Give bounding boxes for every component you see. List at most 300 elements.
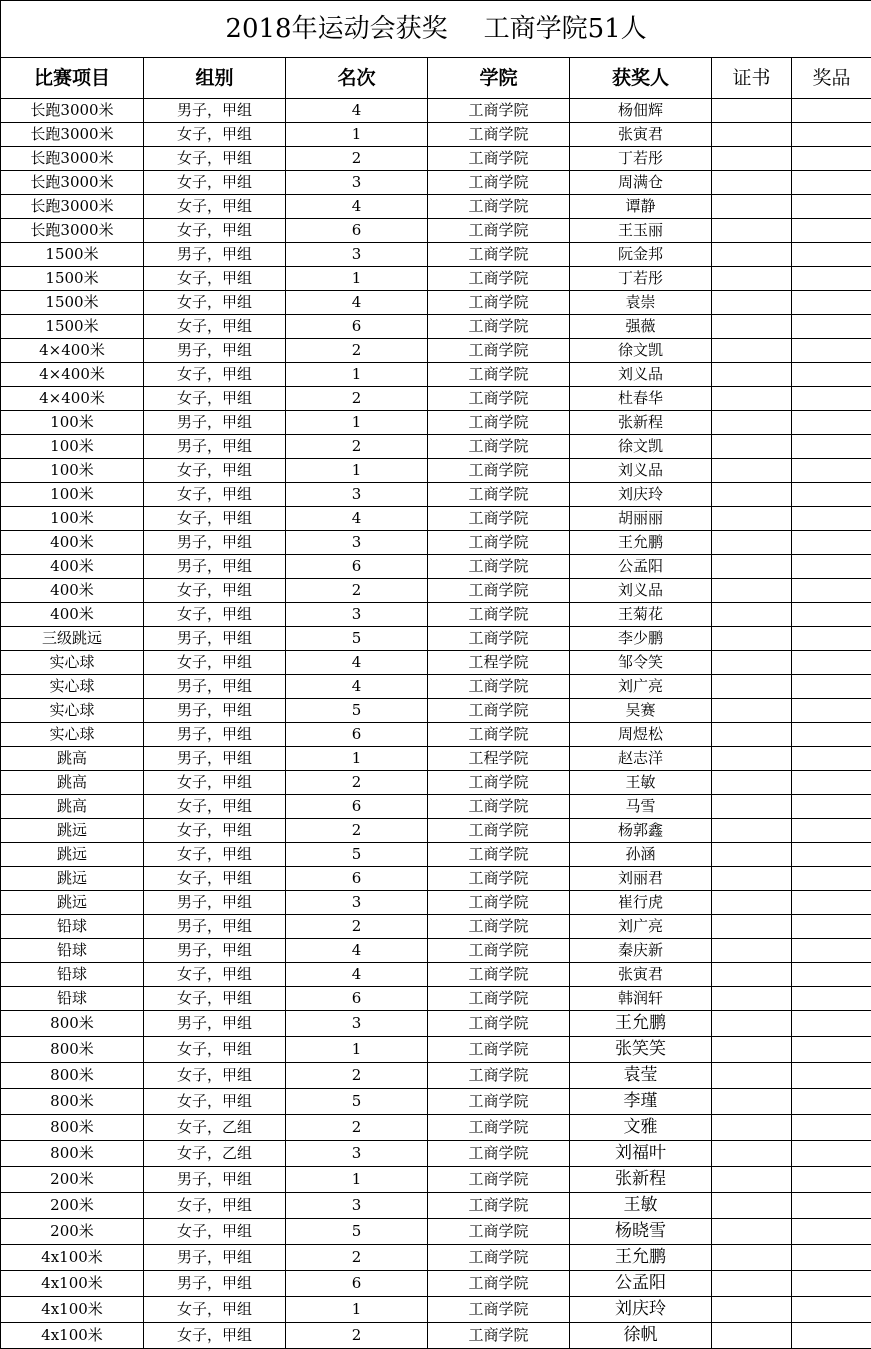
table-row xyxy=(1,1297,871,1323)
cell-group: 男子，甲组 xyxy=(144,1167,286,1193)
cell-event: 1500米 xyxy=(1,267,144,291)
cell-prize xyxy=(792,555,871,579)
table-row xyxy=(1,915,871,939)
table-row xyxy=(1,963,871,987)
cell-group: 男子，甲组 xyxy=(144,243,286,267)
cell-group: 女子，甲组 xyxy=(144,771,286,795)
cell-certificate xyxy=(712,723,792,747)
cell-group: 女子，甲组 xyxy=(144,795,286,819)
cell-prize xyxy=(792,1193,871,1219)
cell-prize xyxy=(792,195,871,219)
cell-winner: 刘丽君 xyxy=(570,867,712,891)
table-row xyxy=(1,171,871,195)
cell-event: 实心球 xyxy=(1,723,144,747)
cell-winner: 丁若彤 xyxy=(570,147,712,171)
cell-rank: 6 xyxy=(286,315,428,339)
cell-college: 工商学院 xyxy=(428,171,570,195)
cell-event: 跳远 xyxy=(1,891,144,915)
cell-event: 4x100米 xyxy=(1,1297,144,1323)
cell-certificate xyxy=(712,939,792,963)
cell-event: 跳高 xyxy=(1,795,144,819)
cell-group: 男子，甲组 xyxy=(144,1011,286,1037)
cell-certificate xyxy=(712,915,792,939)
cell-certificate xyxy=(712,435,792,459)
cell-prize xyxy=(792,1089,871,1115)
cell-college: 工商学院 xyxy=(428,387,570,411)
cell-college: 工商学院 xyxy=(428,459,570,483)
cell-event: 1500米 xyxy=(1,243,144,267)
table-row xyxy=(1,675,871,699)
cell-rank: 3 xyxy=(286,1193,428,1219)
header-row xyxy=(1,58,871,99)
cell-rank: 3 xyxy=(286,603,428,627)
table-row xyxy=(1,147,871,171)
cell-group: 男子，甲组 xyxy=(144,555,286,579)
cell-event: 长跑3000米 xyxy=(1,195,144,219)
cell-certificate xyxy=(712,1193,792,1219)
header-rank: 名次 xyxy=(286,58,428,99)
cell-certificate xyxy=(712,483,792,507)
cell-certificate xyxy=(712,1297,792,1323)
cell-winner: 刘义品 xyxy=(570,579,712,603)
cell-certificate xyxy=(712,147,792,171)
cell-certificate xyxy=(712,867,792,891)
cell-certificate xyxy=(712,747,792,771)
cell-prize xyxy=(792,243,871,267)
cell-group: 女子，甲组 xyxy=(144,1063,286,1089)
cell-prize xyxy=(792,987,871,1011)
cell-college: 工商学院 xyxy=(428,1089,570,1115)
cell-prize xyxy=(792,843,871,867)
cell-event: 400米 xyxy=(1,531,144,555)
cell-prize xyxy=(792,531,871,555)
cell-group: 女子，甲组 xyxy=(144,867,286,891)
cell-prize xyxy=(792,411,871,435)
cell-rank: 4 xyxy=(286,291,428,315)
table-row xyxy=(1,483,871,507)
cell-prize xyxy=(792,1245,871,1271)
cell-prize xyxy=(792,939,871,963)
cell-event: 800米 xyxy=(1,1089,144,1115)
table-row xyxy=(1,1167,871,1193)
cell-event: 跳远 xyxy=(1,819,144,843)
cell-college: 工商学院 xyxy=(428,603,570,627)
cell-event: 400米 xyxy=(1,555,144,579)
cell-winner: 徐文凯 xyxy=(570,435,712,459)
cell-group: 女子，甲组 xyxy=(144,507,286,531)
cell-group: 男子，甲组 xyxy=(144,891,286,915)
cell-rank: 4 xyxy=(286,939,428,963)
cell-winner: 周煜松 xyxy=(570,723,712,747)
cell-rank: 2 xyxy=(286,1063,428,1089)
cell-certificate xyxy=(712,1011,792,1037)
cell-college: 工商学院 xyxy=(428,1219,570,1245)
cell-college: 工商学院 xyxy=(428,291,570,315)
table-row xyxy=(1,291,871,315)
cell-rank: 2 xyxy=(286,1323,428,1349)
cell-group: 女子，甲组 xyxy=(144,603,286,627)
cell-group: 男子，甲组 xyxy=(144,627,286,651)
cell-certificate xyxy=(712,819,792,843)
cell-college: 工商学院 xyxy=(428,315,570,339)
header-certificate: 证书 xyxy=(712,58,792,99)
cell-event: 4×400米 xyxy=(1,339,144,363)
cell-winner: 张笑笑 xyxy=(570,1037,712,1063)
cell-group: 女子，甲组 xyxy=(144,219,286,243)
cell-winner: 文雅 xyxy=(570,1115,712,1141)
cell-prize xyxy=(792,219,871,243)
cell-group: 男子，甲组 xyxy=(144,1271,286,1297)
cell-event: 200米 xyxy=(1,1219,144,1245)
cell-college: 工商学院 xyxy=(428,147,570,171)
cell-winner: 徐文凯 xyxy=(570,339,712,363)
cell-college: 工商学院 xyxy=(428,483,570,507)
cell-certificate xyxy=(712,1219,792,1245)
cell-rank: 2 xyxy=(286,387,428,411)
cell-college: 工商学院 xyxy=(428,795,570,819)
cell-college: 工商学院 xyxy=(428,699,570,723)
cell-group: 女子，甲组 xyxy=(144,1193,286,1219)
cell-certificate xyxy=(712,267,792,291)
cell-prize xyxy=(792,963,871,987)
cell-college: 工商学院 xyxy=(428,579,570,603)
table-row xyxy=(1,771,871,795)
cell-prize xyxy=(792,459,871,483)
cell-certificate xyxy=(712,987,792,1011)
cell-prize xyxy=(792,1167,871,1193)
cell-rank: 2 xyxy=(286,819,428,843)
title-row xyxy=(1,1,871,58)
cell-group: 男子，甲组 xyxy=(144,411,286,435)
cell-rank: 2 xyxy=(286,915,428,939)
cell-winner: 张新程 xyxy=(570,1167,712,1193)
cell-winner: 秦庆新 xyxy=(570,939,712,963)
cell-college: 工商学院 xyxy=(428,771,570,795)
title-sub: 工商学院51人 xyxy=(484,14,647,44)
cell-event: 实心球 xyxy=(1,651,144,675)
cell-winner: 赵志洋 xyxy=(570,747,712,771)
table-row xyxy=(1,1245,871,1271)
cell-event: 400米 xyxy=(1,579,144,603)
cell-certificate xyxy=(712,1323,792,1349)
cell-college: 工商学院 xyxy=(428,891,570,915)
cell-certificate xyxy=(712,1167,792,1193)
cell-certificate xyxy=(712,795,792,819)
header-winner: 获奖人 xyxy=(570,58,712,99)
cell-prize xyxy=(792,1011,871,1037)
cell-prize xyxy=(792,507,871,531)
cell-college: 工商学院 xyxy=(428,339,570,363)
cell-event: 100米 xyxy=(1,435,144,459)
cell-group: 女子，甲组 xyxy=(144,843,286,867)
cell-prize xyxy=(792,171,871,195)
cell-event: 100米 xyxy=(1,483,144,507)
cell-winner: 袁莹 xyxy=(570,1063,712,1089)
cell-group: 女子，甲组 xyxy=(144,579,286,603)
cell-college: 工商学院 xyxy=(428,1115,570,1141)
table-row xyxy=(1,363,871,387)
cell-group: 女子，乙组 xyxy=(144,1115,286,1141)
header-event: 比赛项目 xyxy=(1,58,144,99)
cell-prize xyxy=(792,147,871,171)
cell-certificate xyxy=(712,1115,792,1141)
cell-prize xyxy=(792,651,871,675)
cell-college: 工商学院 xyxy=(428,939,570,963)
cell-prize xyxy=(792,1115,871,1141)
cell-group: 女子，甲组 xyxy=(144,987,286,1011)
cell-event: 长跑3000米 xyxy=(1,123,144,147)
cell-rank: 1 xyxy=(286,267,428,291)
cell-winner: 刘庆玲 xyxy=(570,1297,712,1323)
cell-rank: 3 xyxy=(286,1141,428,1167)
cell-certificate xyxy=(712,651,792,675)
cell-prize xyxy=(792,339,871,363)
cell-group: 女子，甲组 xyxy=(144,459,286,483)
cell-rank: 1 xyxy=(286,747,428,771)
cell-winner: 王允鹏 xyxy=(570,1245,712,1271)
cell-group: 男子，甲组 xyxy=(144,747,286,771)
cell-winner: 王允鹏 xyxy=(570,1011,712,1037)
cell-event: 跳远 xyxy=(1,867,144,891)
cell-prize xyxy=(792,699,871,723)
cell-group: 女子，乙组 xyxy=(144,1141,286,1167)
cell-rank: 1 xyxy=(286,411,428,435)
cell-prize xyxy=(792,1063,871,1089)
cell-prize xyxy=(792,819,871,843)
cell-rank: 3 xyxy=(286,483,428,507)
cell-rank: 5 xyxy=(286,627,428,651)
cell-college: 工商学院 xyxy=(428,843,570,867)
cell-prize xyxy=(792,675,871,699)
cell-winner: 刘义品 xyxy=(570,459,712,483)
cell-prize xyxy=(792,1297,871,1323)
cell-event: 800米 xyxy=(1,1011,144,1037)
cell-rank: 4 xyxy=(286,675,428,699)
cell-college: 工商学院 xyxy=(428,99,570,123)
cell-college: 工程学院 xyxy=(428,651,570,675)
table-row xyxy=(1,867,871,891)
cell-rank: 2 xyxy=(286,435,428,459)
cell-winner: 王敏 xyxy=(570,1193,712,1219)
cell-group: 女子，甲组 xyxy=(144,195,286,219)
cell-rank: 5 xyxy=(286,843,428,867)
table-row xyxy=(1,987,871,1011)
cell-certificate xyxy=(712,699,792,723)
table-row xyxy=(1,1037,871,1063)
cell-prize xyxy=(792,723,871,747)
cell-group: 男子，甲组 xyxy=(144,939,286,963)
cell-winner: 丁若彤 xyxy=(570,267,712,291)
cell-certificate xyxy=(712,675,792,699)
cell-event: 4×400米 xyxy=(1,363,144,387)
cell-college: 工商学院 xyxy=(428,723,570,747)
cell-prize xyxy=(792,315,871,339)
cell-winner: 徐帆 xyxy=(570,1323,712,1349)
cell-college: 工商学院 xyxy=(428,267,570,291)
cell-college: 工商学院 xyxy=(428,1297,570,1323)
cell-winner: 周满仓 xyxy=(570,171,712,195)
cell-college: 工商学院 xyxy=(428,1323,570,1349)
table-row xyxy=(1,219,871,243)
cell-prize xyxy=(792,771,871,795)
cell-certificate xyxy=(712,339,792,363)
table-row xyxy=(1,603,871,627)
cell-certificate xyxy=(712,1037,792,1063)
cell-event: 跳远 xyxy=(1,843,144,867)
cell-group: 女子，甲组 xyxy=(144,147,286,171)
cell-winner: 马雪 xyxy=(570,795,712,819)
cell-rank: 2 xyxy=(286,339,428,363)
cell-prize xyxy=(792,1037,871,1063)
cell-prize xyxy=(792,891,871,915)
table-row xyxy=(1,1141,871,1167)
cell-certificate xyxy=(712,387,792,411)
cell-winner: 王敏 xyxy=(570,771,712,795)
cell-rank: 5 xyxy=(286,1089,428,1115)
table-row xyxy=(1,99,871,123)
cell-certificate xyxy=(712,459,792,483)
cell-group: 女子，甲组 xyxy=(144,267,286,291)
cell-prize xyxy=(792,603,871,627)
cell-group: 女子，甲组 xyxy=(144,363,286,387)
table-row xyxy=(1,243,871,267)
table-row xyxy=(1,1011,871,1037)
cell-winner: 胡丽丽 xyxy=(570,507,712,531)
cell-prize xyxy=(792,867,871,891)
cell-prize xyxy=(792,915,871,939)
cell-winner: 杨郭鑫 xyxy=(570,819,712,843)
cell-event: 200米 xyxy=(1,1193,144,1219)
cell-group: 女子，甲组 xyxy=(144,1297,286,1323)
table-row xyxy=(1,1271,871,1297)
cell-winner: 韩润轩 xyxy=(570,987,712,1011)
cell-winner: 吴赛 xyxy=(570,699,712,723)
cell-group: 男子，甲组 xyxy=(144,531,286,555)
cell-certificate xyxy=(712,1063,792,1089)
table-row xyxy=(1,267,871,291)
cell-event: 4×400米 xyxy=(1,387,144,411)
cell-group: 女子，甲组 xyxy=(144,315,286,339)
cell-rank: 6 xyxy=(286,555,428,579)
table-row xyxy=(1,723,871,747)
cell-group: 女子，甲组 xyxy=(144,651,286,675)
table-row xyxy=(1,411,871,435)
cell-college: 工商学院 xyxy=(428,1037,570,1063)
cell-group: 女子，甲组 xyxy=(144,1219,286,1245)
cell-college: 工商学院 xyxy=(428,1141,570,1167)
cell-group: 女子，甲组 xyxy=(144,1323,286,1349)
cell-group: 女子，甲组 xyxy=(144,123,286,147)
table-row xyxy=(1,507,871,531)
cell-prize xyxy=(792,1219,871,1245)
cell-winner: 杨晓雪 xyxy=(570,1219,712,1245)
cell-rank: 6 xyxy=(286,723,428,747)
cell-certificate xyxy=(712,1089,792,1115)
cell-college: 工商学院 xyxy=(428,1193,570,1219)
cell-event: 1500米 xyxy=(1,315,144,339)
cell-college: 工商学院 xyxy=(428,195,570,219)
cell-prize xyxy=(792,1271,871,1297)
table-row xyxy=(1,435,871,459)
cell-prize xyxy=(792,99,871,123)
table-row xyxy=(1,843,871,867)
cell-college: 工商学院 xyxy=(428,867,570,891)
table-row xyxy=(1,123,871,147)
cell-group: 男子，甲组 xyxy=(144,723,286,747)
cell-event: 1500米 xyxy=(1,291,144,315)
cell-winner: 孙涵 xyxy=(570,843,712,867)
cell-college: 工商学院 xyxy=(428,555,570,579)
cell-event: 200米 xyxy=(1,1167,144,1193)
cell-event: 铅球 xyxy=(1,963,144,987)
cell-rank: 2 xyxy=(286,579,428,603)
cell-winner: 王允鹏 xyxy=(570,531,712,555)
cell-college: 工商学院 xyxy=(428,219,570,243)
title-main: 2018年运动会获奖 xyxy=(225,14,447,44)
cell-winner: 袁崇 xyxy=(570,291,712,315)
cell-event: 800米 xyxy=(1,1115,144,1141)
cell-winner: 王玉丽 xyxy=(570,219,712,243)
cell-rank: 4 xyxy=(286,507,428,531)
cell-winner: 邹令笑 xyxy=(570,651,712,675)
table-row xyxy=(1,579,871,603)
cell-group: 男子，甲组 xyxy=(144,675,286,699)
cell-group: 女子，甲组 xyxy=(144,171,286,195)
cell-college: 工程学院 xyxy=(428,747,570,771)
cell-prize xyxy=(792,363,871,387)
cell-certificate xyxy=(712,243,792,267)
cell-group: 女子，甲组 xyxy=(144,1089,286,1115)
cell-rank: 6 xyxy=(286,795,428,819)
cell-certificate xyxy=(712,579,792,603)
cell-rank: 2 xyxy=(286,771,428,795)
cell-college: 工商学院 xyxy=(428,435,570,459)
cell-college: 工商学院 xyxy=(428,1245,570,1271)
cell-winner: 崔行虎 xyxy=(570,891,712,915)
cell-college: 工商学院 xyxy=(428,915,570,939)
cell-rank: 2 xyxy=(286,1245,428,1271)
cell-rank: 1 xyxy=(286,1167,428,1193)
cell-rank: 3 xyxy=(286,891,428,915)
cell-rank: 4 xyxy=(286,651,428,675)
cell-prize xyxy=(792,1141,871,1167)
cell-winner: 阮金邦 xyxy=(570,243,712,267)
cell-rank: 2 xyxy=(286,1115,428,1141)
cell-group: 女子，甲组 xyxy=(144,387,286,411)
table-row xyxy=(1,315,871,339)
table-row xyxy=(1,1089,871,1115)
cell-college: 工商学院 xyxy=(428,675,570,699)
cell-event: 铅球 xyxy=(1,987,144,1011)
cell-prize xyxy=(792,123,871,147)
cell-rank: 5 xyxy=(286,699,428,723)
cell-winner: 刘义品 xyxy=(570,363,712,387)
cell-event: 实心球 xyxy=(1,699,144,723)
cell-rank: 3 xyxy=(286,243,428,267)
cell-prize xyxy=(792,435,871,459)
cell-rank: 6 xyxy=(286,867,428,891)
cell-winner: 王菊花 xyxy=(570,603,712,627)
table-row xyxy=(1,1323,871,1349)
cell-college: 工商学院 xyxy=(428,627,570,651)
header-college: 学院 xyxy=(428,58,570,99)
cell-rank: 1 xyxy=(286,1297,428,1323)
cell-group: 女子，甲组 xyxy=(144,819,286,843)
cell-winner: 刘福叶 xyxy=(570,1141,712,1167)
cell-winner: 公孟阳 xyxy=(570,555,712,579)
cell-prize xyxy=(792,291,871,315)
table-row xyxy=(1,939,871,963)
